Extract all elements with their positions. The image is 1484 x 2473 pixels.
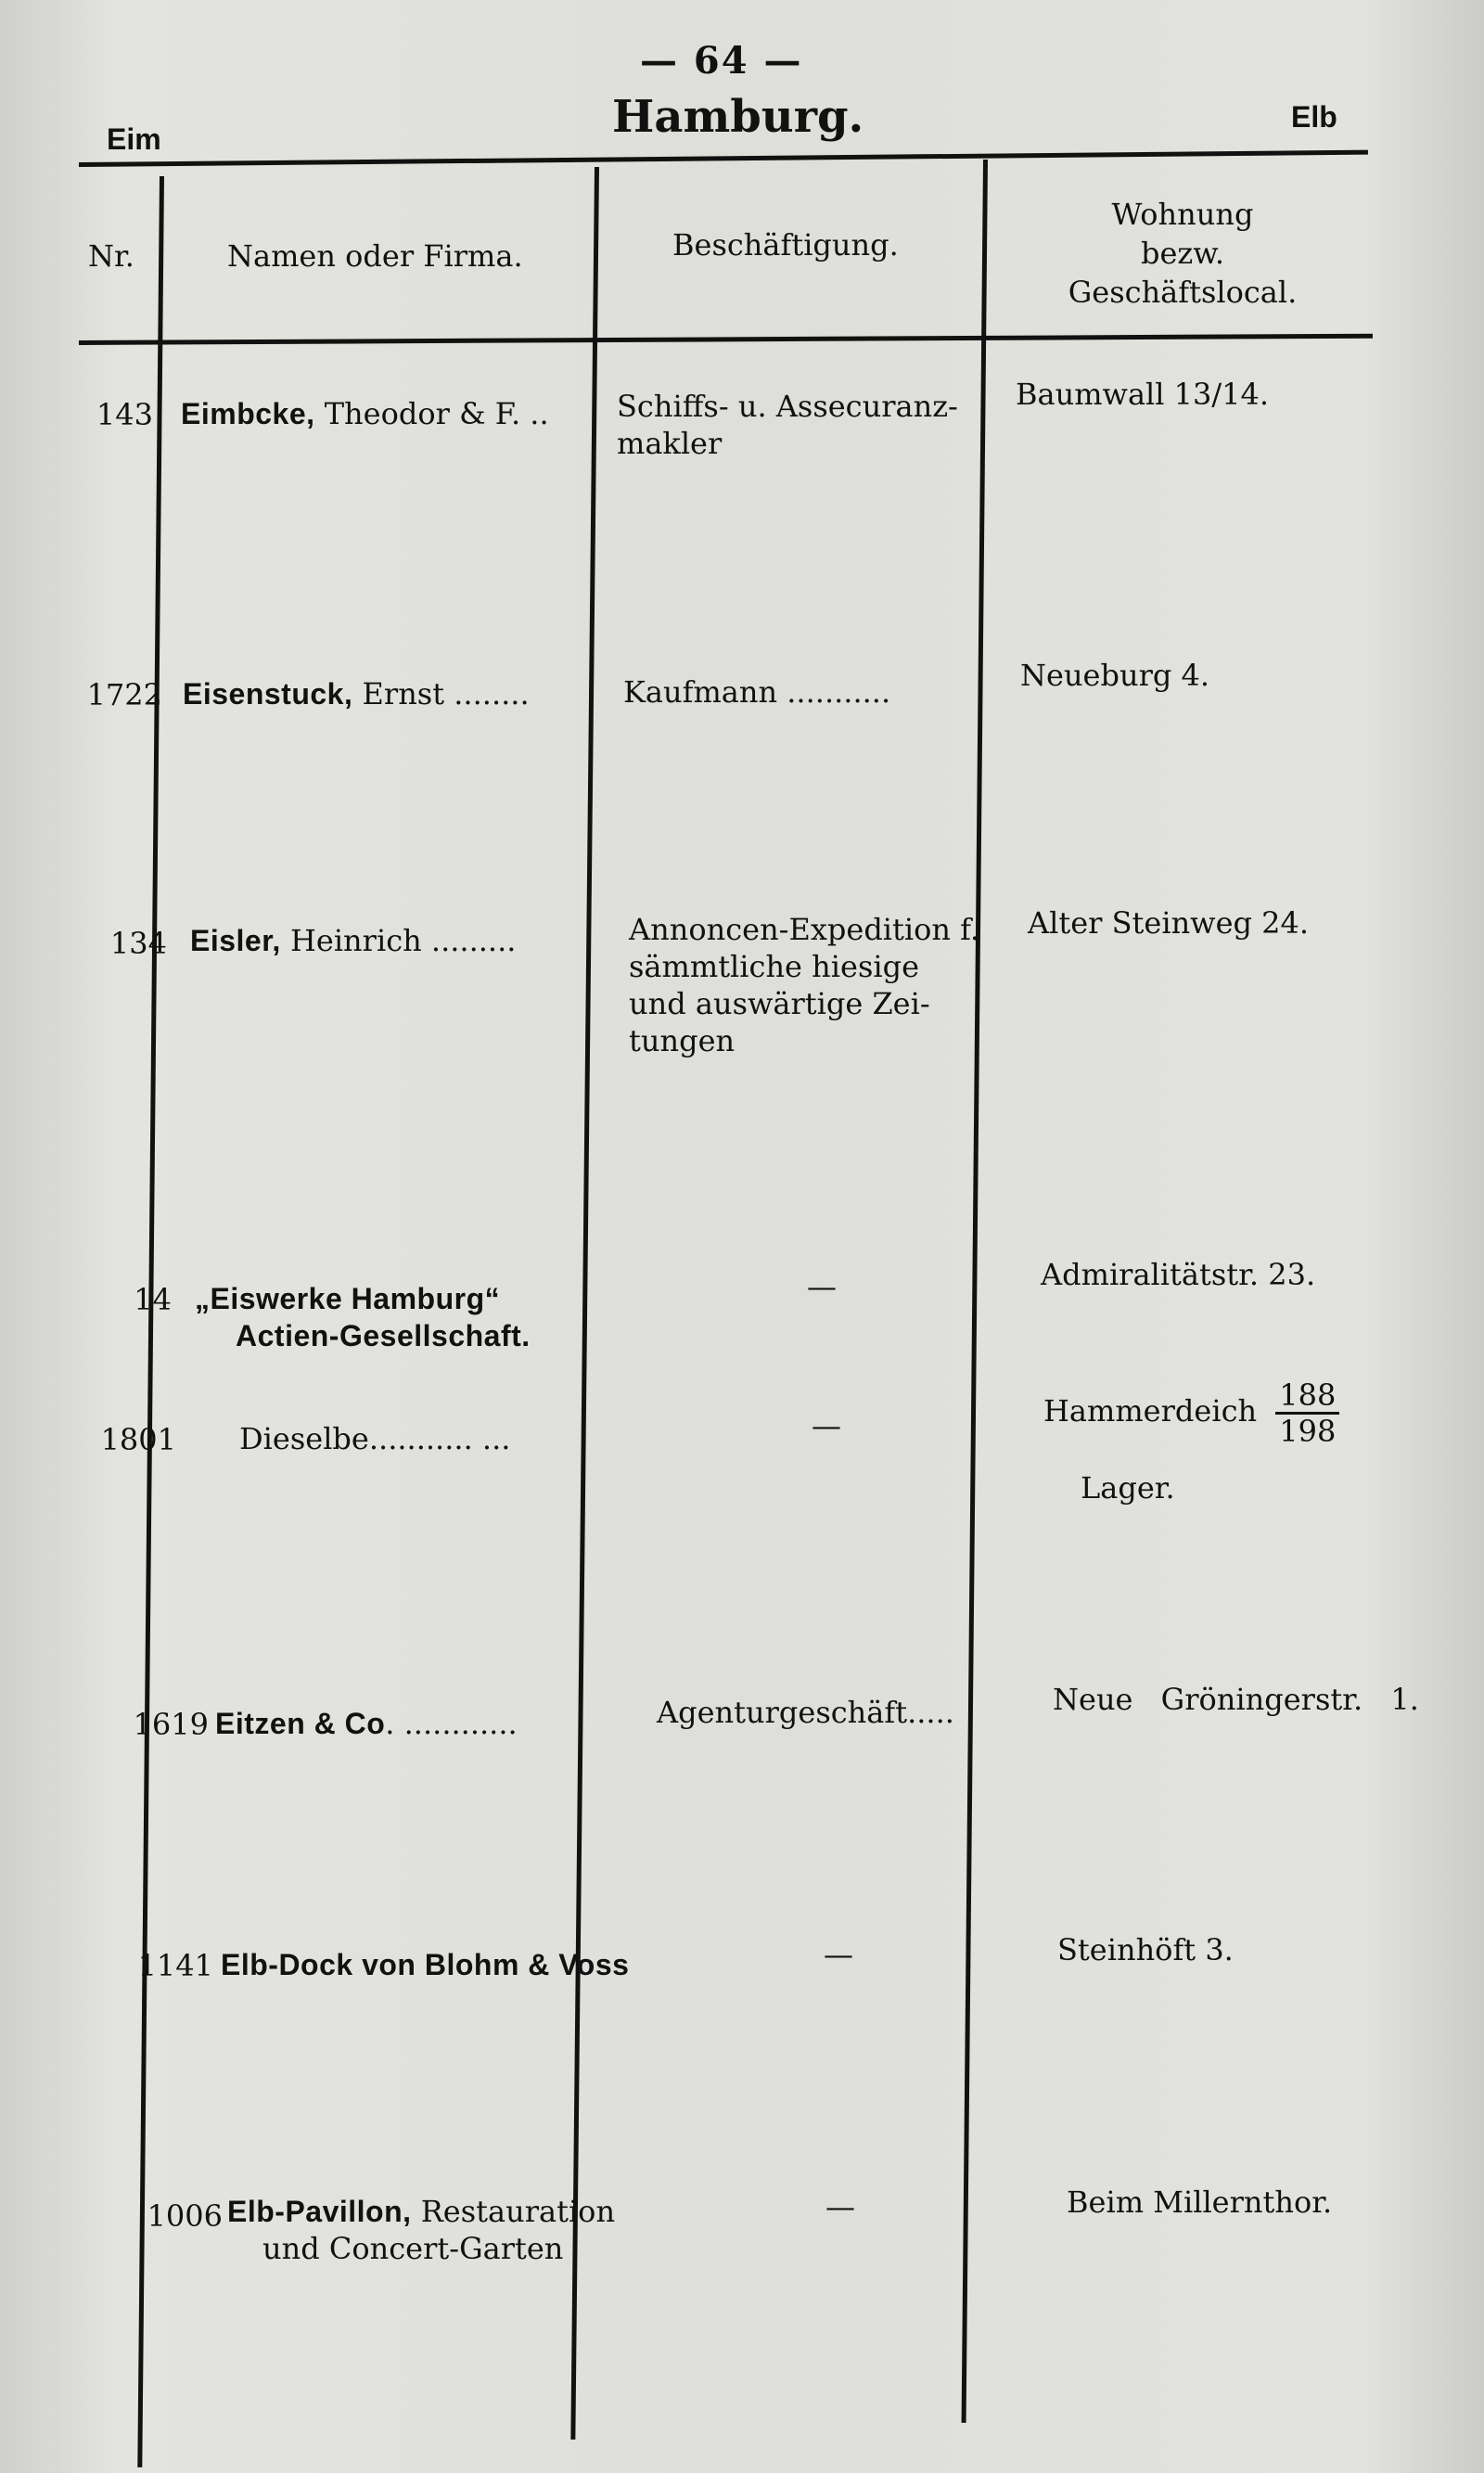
page-number: — 64 — xyxy=(640,39,803,83)
entry-address xyxy=(1043,1378,1339,1448)
entry-name-rest: Ernst ........ xyxy=(362,676,530,711)
entry-address: Neue Gröningerstr. 1. xyxy=(1053,1682,1419,1717)
entry-nr: 134 xyxy=(109,926,167,961)
column-header-name: Namen oder Firma. xyxy=(227,238,523,274)
entry-address: Steinhöft 3. xyxy=(1057,1932,1234,1967)
page-title: Hamburg. xyxy=(612,91,864,143)
entry-name-bold: „Eiswerke Hamburg“ xyxy=(195,1282,501,1315)
entry-occupation: Annoncen-Expedition f. sämmtliche hiesige und auswärtige Zei- tungen xyxy=(629,912,980,1058)
entry-address: Alter Steinweg 24. xyxy=(1028,905,1310,941)
column-header-address-line2: bezw. Geschäftslocal. xyxy=(1068,236,1298,310)
entry-address-street: Hammerdeich xyxy=(1043,1393,1258,1429)
entry-name xyxy=(181,395,549,432)
entry-occupation: Kaufmann ........... xyxy=(623,674,891,710)
entry-name-bold: Eisenstuck, xyxy=(183,677,353,711)
entry-address-fraction xyxy=(1275,1378,1339,1448)
entry-nr: 1619 xyxy=(133,1707,209,1742)
fraction-numerator: 188 xyxy=(1275,1378,1339,1415)
header-rule-bottom xyxy=(79,334,1373,345)
entry-nr: 1141 xyxy=(137,1948,213,1983)
entry-occupation: — xyxy=(824,1937,853,1972)
entry-name xyxy=(190,922,516,959)
entry-address: Beim Millernthor. xyxy=(1067,2185,1333,2220)
entry-name-rest: . ............ xyxy=(385,1706,518,1741)
entry-nr: 1722 xyxy=(86,677,162,712)
entry-address: Admiralitätstr. 23. xyxy=(1041,1257,1316,1292)
entry-nr: 14 xyxy=(134,1282,172,1317)
entry-name-bold: Eisler, xyxy=(190,924,281,957)
entry-occupation: Agenturgeschäft..... xyxy=(657,1695,954,1730)
entry-address: Baumwall 13/14. xyxy=(1016,377,1270,412)
entry-occupation: Schiffs- u. Assecuranz- makler xyxy=(617,389,958,461)
entry-occupation: — xyxy=(807,1269,837,1304)
column-header-nr: Nr. xyxy=(88,238,134,274)
entry-nr: 143 xyxy=(96,397,153,432)
entry-name-bold: Elb-Dock von Blohm & Voss xyxy=(221,1948,630,1981)
column-header-address-line1: Wohnung xyxy=(1111,197,1254,232)
fraction-denominator: 198 xyxy=(1279,1414,1337,1449)
entry-name-rest: Restauration xyxy=(420,2194,616,2229)
entry-nr: 1801 xyxy=(100,1422,176,1457)
header-rule-top xyxy=(79,150,1368,167)
entry-name: Dieselbe........... ... xyxy=(239,1421,511,1456)
entry-name xyxy=(215,1705,518,1742)
column-rule-2 xyxy=(570,167,599,2440)
running-head-left: Eim xyxy=(107,122,161,156)
entry-address-line2: Lager. xyxy=(1081,1470,1175,1506)
entry-name xyxy=(227,2193,615,2267)
entry-name xyxy=(195,1280,531,1354)
running-head-right: Elb xyxy=(1291,100,1337,134)
entry-occupation: — xyxy=(825,2189,855,2224)
entry-name-line2: und Concert-Garten xyxy=(262,2231,564,2266)
entry-name xyxy=(221,1946,629,1983)
entry-name-bold: Eitzen & Co xyxy=(215,1707,386,1740)
entry-nr: 1006 xyxy=(147,2198,223,2234)
column-rule-3 xyxy=(962,160,988,2423)
entry-name-line2: Actien-Gesellschaft. xyxy=(236,1319,531,1352)
column-header-occupation: Beschäftigung. xyxy=(672,227,899,263)
column-header-address xyxy=(1030,195,1336,312)
entry-name-rest: Heinrich ......... xyxy=(289,923,517,958)
entry-name-bold: Elb-Pavillon, xyxy=(227,2195,412,2228)
entry-name-bold: Eimbcke, xyxy=(181,397,315,430)
column-rule-1 xyxy=(137,176,164,2467)
entry-name xyxy=(183,675,530,712)
entry-address: Neueburg 4. xyxy=(1020,658,1210,693)
entry-occupation: — xyxy=(812,1408,841,1443)
entry-name-rest: Theodor & F. .. xyxy=(324,396,549,431)
